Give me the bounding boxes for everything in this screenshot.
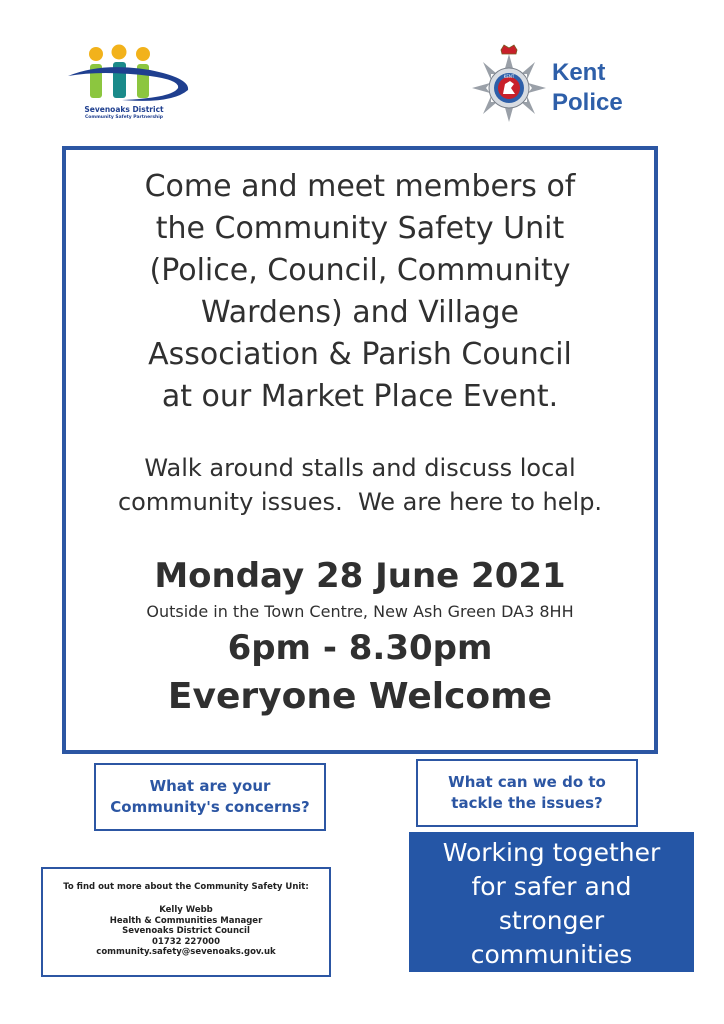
contact-email: community.safety@sevenoaks.gov.uk — [96, 947, 276, 957]
walk-line: Walk around stalls and discuss local — [144, 454, 576, 482]
contact-org: Sevenoaks District Council — [122, 926, 250, 936]
sevenoaks-logo-subtitle: Community Safety Partnership — [84, 115, 164, 120]
police-line: Police — [552, 89, 623, 116]
intro-line: the Community Safety Unit — [155, 211, 565, 246]
walk-line: community issues. We are here to help. — [117, 488, 603, 516]
contact-phone: 01732 227000 — [151, 936, 221, 947]
kent-police-wordmark — [552, 58, 623, 118]
slogan-line: for safer and — [471, 872, 632, 901]
contact-role: Health & Communities Manager — [109, 915, 263, 926]
question-line: What are your — [149, 777, 271, 795]
question-box-concerns — [94, 763, 326, 831]
slogan-line: Working together — [442, 838, 661, 867]
event-location: Outside in the Town Centre, New Ash Green DA3 8HH — [146, 602, 574, 621]
intro-paragraph — [62, 166, 658, 418]
intro-line: Association & Parish Council — [148, 337, 572, 372]
intro-line: (Police, Council, Community — [149, 253, 571, 288]
kent-badge-text: KENT — [503, 74, 515, 79]
sevenoaks-logo-name: Sevenoaks District — [84, 105, 164, 114]
question-line: Community's concerns? — [110, 798, 310, 816]
intro-line: Come and meet members of — [144, 169, 576, 204]
slogan-line: stronger — [498, 906, 605, 935]
everyone-welcome: Everyone Welcome — [167, 676, 553, 717]
kent-police-badge-icon — [470, 42, 548, 124]
event-date: Monday 28 June 2021 — [154, 556, 566, 596]
contact-details — [41, 905, 331, 958]
intro-line: Wardens) and Village — [200, 295, 520, 330]
kent-line: Kent — [552, 59, 606, 86]
question-line: tackle the issues? — [451, 794, 603, 812]
question-box-tackle — [416, 759, 638, 827]
contact-heading: To find out more about the Community Safety Unit: — [63, 882, 309, 892]
slogan-text — [409, 836, 694, 972]
event-time: 6pm - 8.30pm — [227, 628, 493, 668]
contact-name: Kelly Webb — [159, 905, 213, 915]
walk-paragraph — [62, 451, 658, 519]
question-line: What can we do to — [448, 773, 606, 791]
slogan-line: communities — [470, 940, 633, 969]
intro-line: at our Market Place Event. — [161, 379, 559, 414]
